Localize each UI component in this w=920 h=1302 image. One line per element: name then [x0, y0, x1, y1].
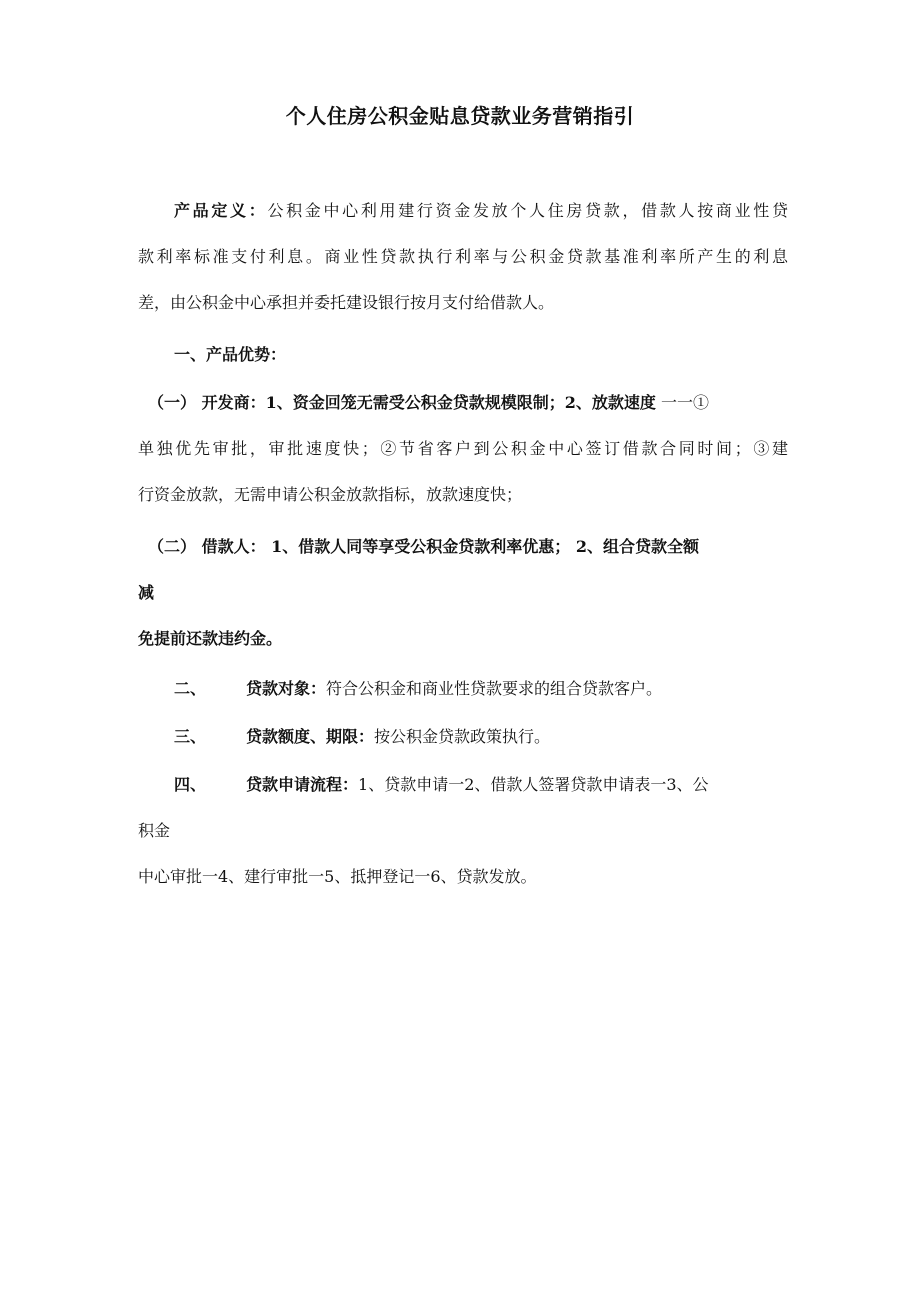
- section-3-text: 按公积金贷款政策执行。: [374, 727, 551, 746]
- borrower-line-3: 免提前还款违约金。: [138, 629, 283, 648]
- section-2-number: 二、: [174, 679, 207, 698]
- section-1-heading: 一、产品优势：: [174, 345, 287, 364]
- section-4-text-1: 1、贷款申请一2、借款人签署贷款申请表一3、公: [358, 775, 709, 794]
- section-2-line: [138, 666, 788, 712]
- definition-text-1: 公积金中心利用建行资金发放个人住房贷款，借款人按商业性贷: [267, 201, 788, 220]
- definition-line-2: 款利率标准支付利息。商业性贷款执行利率与公积金贷款基准利率所产生的利息: [138, 247, 788, 266]
- developer-label: （一） 开发商：1、资金回笼无需受公积金贷款规模限制；2、放款速度: [148, 393, 656, 412]
- definition-paragraph: [138, 188, 788, 326]
- document-title: 个人住房公积金贴息贷款业务营销指引: [285, 104, 635, 128]
- section-4-label: 贷款申请流程：: [246, 775, 359, 794]
- section-2-label: 贷款对象：: [246, 679, 327, 698]
- borrower-paragraph: [138, 524, 788, 662]
- definition-line-1: [138, 188, 788, 234]
- section-3: [138, 714, 788, 760]
- section-3-label: 贷款额度、期限：: [246, 727, 375, 746]
- developer-line-2: 单独优先审批，审批速度快；②节省客户到公积金中心签订借款合同时间；③建: [138, 439, 788, 458]
- section-3-line: [138, 714, 788, 760]
- developer-line-3: 行资金放款，无需申请公积金放款指标，放款速度快；: [138, 485, 523, 504]
- section-4-line-2: 积金: [138, 821, 171, 840]
- developer-line-1-tail: 一一①: [660, 393, 709, 412]
- borrower-line-2: 减: [138, 583, 155, 602]
- developer-line-1: [138, 380, 788, 426]
- section-3-number: 三、: [174, 727, 207, 746]
- section-4: [138, 762, 788, 900]
- section-4-number: 四、: [174, 775, 207, 794]
- developer-paragraph: [138, 380, 788, 518]
- section-4-line-3: 中心审批一4、建行审批一5、抵押登记一6、贷款发放。: [138, 867, 537, 886]
- section-2-text: 符合公积金和商业性贷款要求的组合贷款客户。: [326, 679, 663, 698]
- borrower-line-1: （二） 借款人： 1、借款人同等享受公积金贷款利率优惠； 2、组合贷款全额: [148, 537, 699, 556]
- section-4-line-1: [138, 762, 788, 808]
- section-2: [138, 666, 788, 712]
- definition-label: 产品定义：: [174, 201, 268, 220]
- section-1-heading-block: [138, 332, 788, 378]
- definition-line-3: 差，由公积金中心承担并委托建设银行按月支付给借款人。: [138, 293, 555, 312]
